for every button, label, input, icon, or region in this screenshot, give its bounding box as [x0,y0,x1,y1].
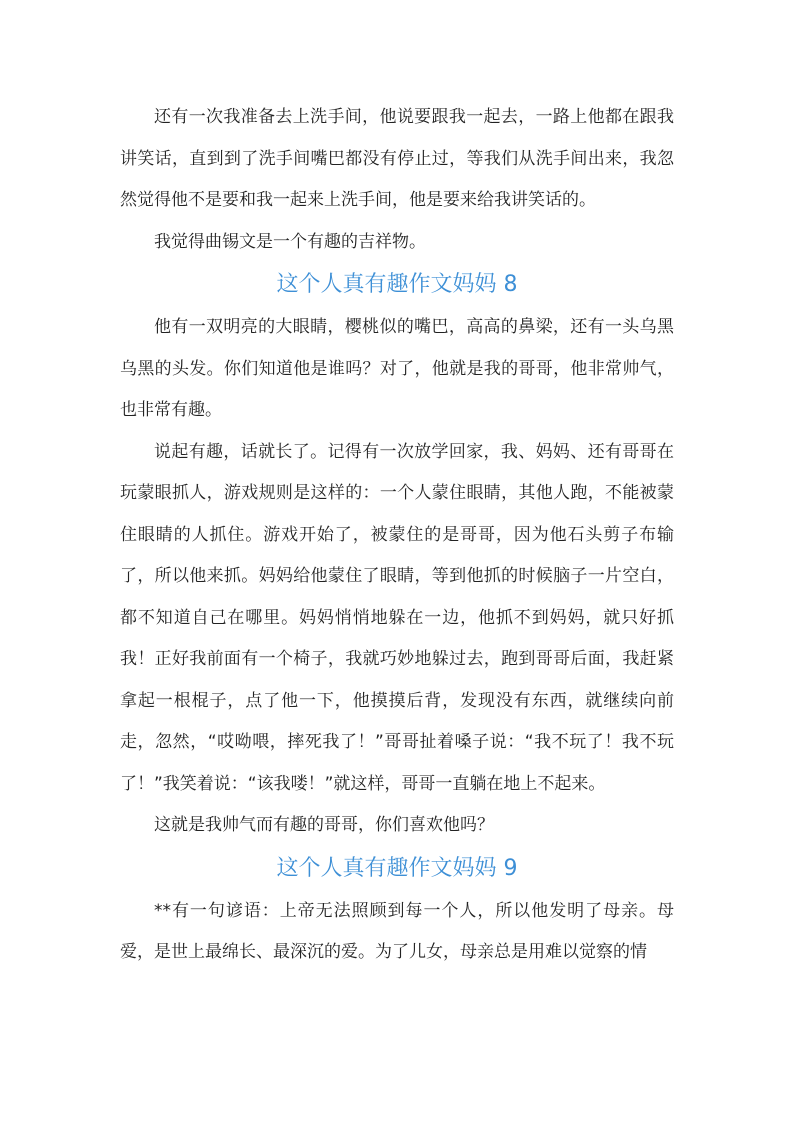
paragraph-mascot: 我觉得曲锡文是一个有趣的吉祥物。 [154,231,426,252]
paragraph-washroom-jokes: 还有一次我准备去上洗手间，他说要跟我一起去，一路上他都在跟我讲笑话，直到到了洗手间嘴巴都没有停止过，等我们从洗手间出来，我忽然觉得他不是要和我一起来上洗手间，他是要来给我讲笑话的。 [120,107,674,210]
section-heading-9: 这个人真有趣作文妈妈 9 [276,855,518,881]
paragraph-brother-description: 他有一双明亮的大眼睛，樱桃似的嘴巴，高高的鼻梁，还有一头乌黑乌黑的头发。你们知道他是谁吗？对了，他就是我的哥哥，他非常帅气，也非常有趣。 [120,317,674,420]
paragraph-blindfold-game: 说起有趣，话就长了。记得有一次放学回家，我、妈妈、还有哥哥在玩蒙眼抓人，游戏规则是这样的：一个人蒙住眼睛，其他人跑，不能被蒙住眼睛的人抓住。游戏开始了，被蒙住的是哥哥，因为他石头剪子布输了，所以他来抓。妈妈给他蒙住了眼睛，等到他抓的时候脑子一片空白，都不知道自己在哪里。妈妈悄悄地躲在一边，他抓不到妈妈，就只好抓我！正好我前面有一个椅子，我就巧妙地躲过去，跑到哥哥后面，我赶紧拿起一根棍子，点了他一下，他摸摸后背，发现没有东西，就继续向前走，忽然，“哎呦喂，摔死我了！”哥哥扯着嗓子说：“我不玩了！我不玩了！”我笑着说：“该我喽！”就这样，哥哥一直躺在地上不起来。 [120,441,674,794]
document-body [120,97,674,974]
paragraph-mother-proverb: **有一句谚语：上帝无法照顾到每一个人，所以他发明了母亲。母爱，是世上最绵长、最深沉的爱。为了儿女，母亲总是用难以觉察的情 [120,900,674,962]
section-heading-8: 这个人真有趣作文妈妈 8 [276,272,518,297]
paragraph-brother-conclusion: 这就是我帅气而有趣的哥哥，你们喜欢他吗？ [154,815,494,835]
